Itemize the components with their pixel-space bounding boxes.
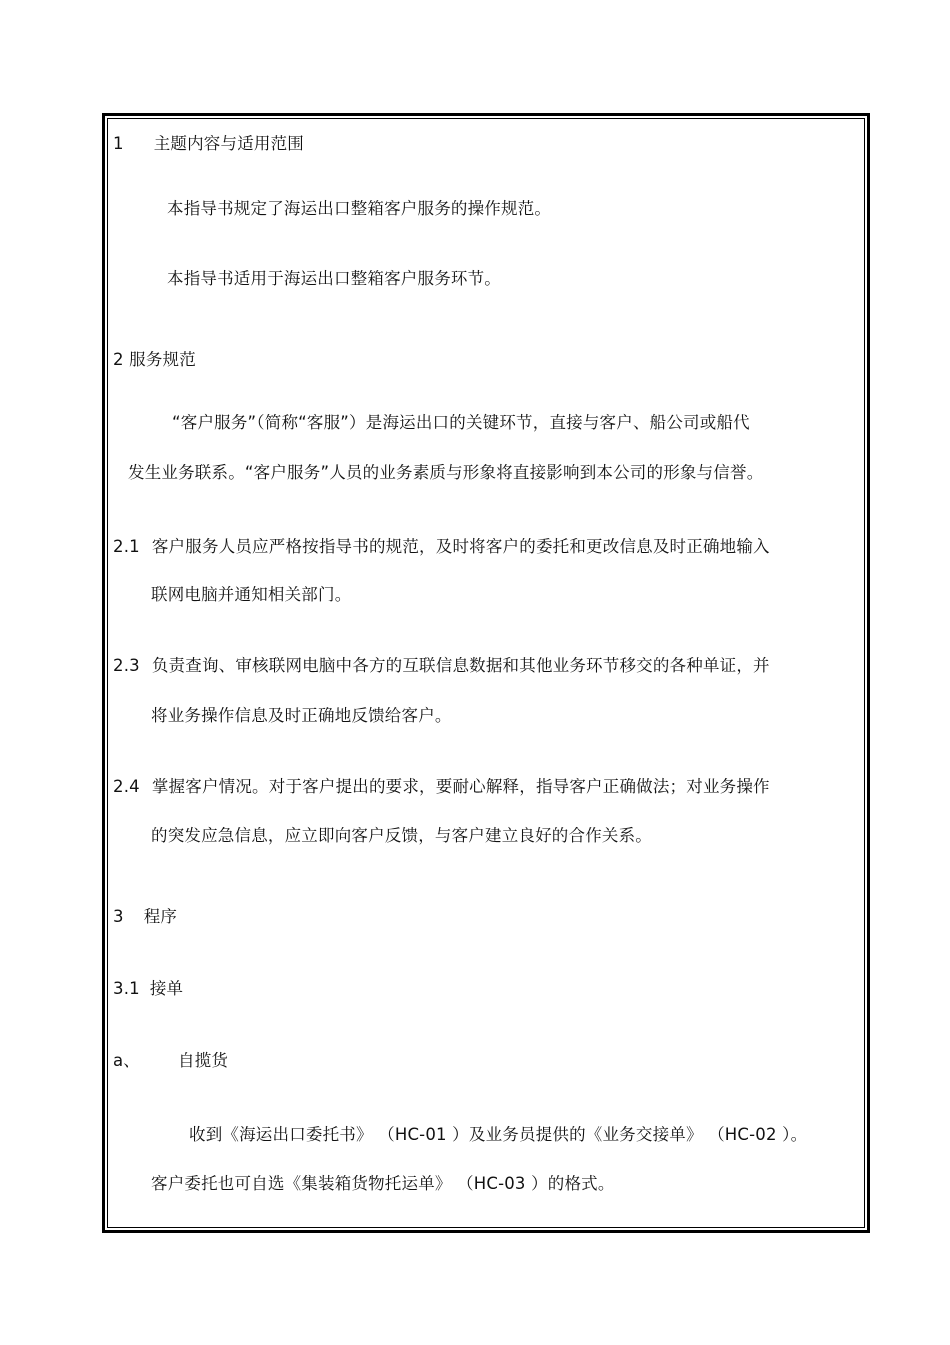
item-2-4-number: 2.4	[113, 777, 140, 796]
item-a-line-1: 收到《海运出口委托书》 （HC-01 ）及业务员提供的《业务交接单》 （HC-02 ）。	[189, 1125, 808, 1144]
section-3-number: 3	[113, 907, 124, 926]
section-1-paragraph-2: 本指导书适用于海运出口整箱客户服务环节。	[167, 269, 501, 288]
subsection-3-1-number: 3.1	[113, 979, 140, 998]
subsection-3-1-title: 接单	[149, 979, 184, 998]
item-2-1-text: 客户服务人员应严格按指导书的规范，及时将客户的委托和更改信息及时正确地输入	[151, 537, 770, 556]
section-2-intro-line-1: “客户服务”（简称“客服”）是海运出口的关键环节，直接与客户、船公司或船代	[172, 413, 750, 432]
item-2-4-line-2: 的突发应急信息，应立即向客户反馈，与客户建立良好的合作关系。	[151, 826, 652, 845]
item-2-3-number: 2.3	[113, 656, 140, 675]
section-1-title: 主题内容与适用范围	[153, 134, 305, 153]
item-2-1-number: 2.1	[113, 537, 140, 556]
section-1-number: 1	[113, 134, 124, 153]
section-1-paragraph-1: 本指导书规定了海运出口整箱客户服务的操作规范。	[167, 199, 552, 218]
section-3-heading	[113, 907, 177, 927]
item-2-3-line-2: 将业务操作信息及时正确地反馈给客户。	[151, 706, 452, 725]
item-a-heading	[113, 1051, 228, 1071]
item-2-3-line-1	[113, 656, 770, 676]
item-2-4-text: 掌握客户情况。对于客户提出的要求，要耐心解释，指导客户正确做法；对业务操作	[151, 777, 770, 796]
item-2-1-line-2: 联网电脑并通知相关部门。	[151, 585, 352, 604]
subsection-3-1-heading	[113, 979, 183, 999]
section-3-title: 程序	[143, 907, 178, 926]
item-a-title: 自揽货	[178, 1051, 229, 1070]
section-2-heading: 2 服务规范	[113, 350, 196, 369]
item-a-label: a、	[113, 1051, 141, 1070]
item-2-1-line-1	[113, 537, 770, 557]
item-2-4-line-1	[113, 777, 770, 797]
section-1-heading	[113, 134, 304, 154]
section-2-intro-line-2: 发生业务联系。“客户服务”人员的业务素质与形象将直接影响到本公司的形象与信誉。	[128, 463, 764, 482]
item-2-3-text: 负责查询、审核联网电脑中各方的互联信息数据和其他业务环节移交的各种单证，并	[151, 656, 770, 675]
item-a-line-2: 客户委托也可自选《集装箱货物托运单》 （HC-03 ）的格式。	[151, 1174, 615, 1193]
